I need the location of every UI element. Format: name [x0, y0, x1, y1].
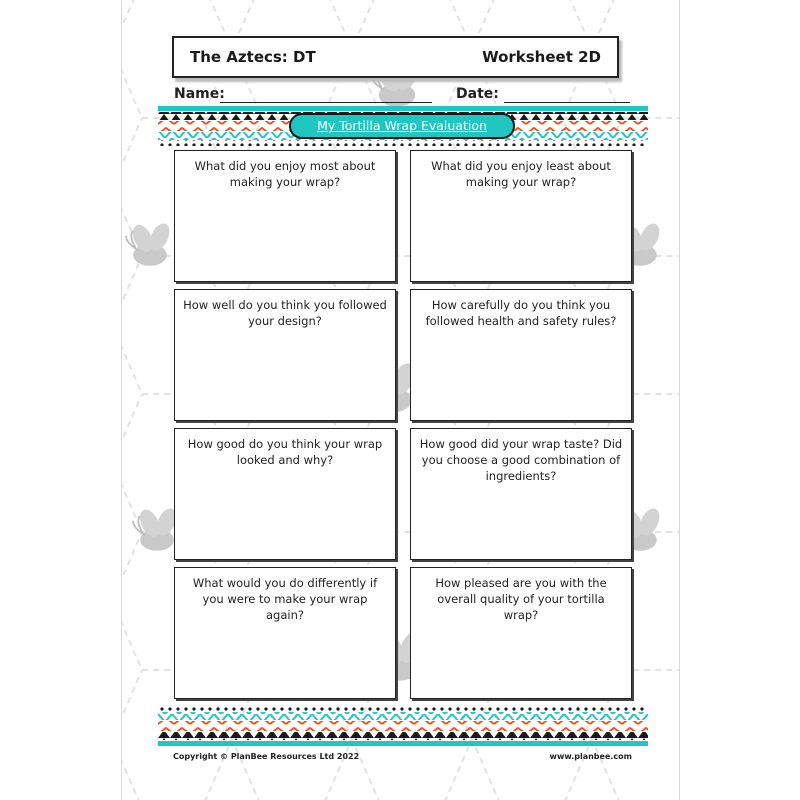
aztec-border-bottom [158, 706, 648, 746]
question-text: What did you enjoy most about making your wrap? [194, 159, 376, 189]
question-text: How pleased are you with the overall quality of your tortilla wrap? [435, 576, 607, 622]
name-field[interactable] [220, 102, 432, 103]
date-label: Date: [456, 86, 499, 102]
worksheet-number: Worksheet 2D [482, 48, 601, 66]
question-text: How well do you think you followed your design? [183, 298, 387, 328]
evaluation-banner: My Tortilla Wrap Evaluation [289, 113, 515, 139]
header-box [172, 36, 619, 78]
question-box[interactable] [174, 428, 396, 560]
question-box[interactable] [174, 150, 396, 282]
question-box[interactable] [410, 428, 632, 560]
worksheet-page [121, 0, 680, 800]
question-box[interactable] [174, 567, 396, 699]
question-text: What did you enjoy least about making your wrap? [431, 159, 611, 189]
name-label: Name: [174, 86, 225, 102]
question-box[interactable] [410, 289, 632, 421]
question-text: How good did your wrap taste? Did you choose a good combination of ingredients? [419, 437, 623, 483]
question-text: How good do you think your wrap looked and why? [187, 437, 383, 467]
website-link[interactable]: www.planbee.com [549, 752, 632, 761]
worksheet-title: The Aztecs: DT [190, 48, 316, 66]
copyright-text: Copyright © PlanBee Resources Ltd 2022 [173, 752, 360, 761]
question-box[interactable] [174, 289, 396, 421]
date-field[interactable] [504, 102, 630, 103]
question-text: How carefully do you think you followed health and safety rules? [425, 298, 617, 328]
question-box[interactable] [410, 567, 632, 699]
name-date-row [174, 86, 634, 106]
question-text: What would you do differently if you were to make your wrap again? [192, 576, 378, 622]
question-box[interactable] [410, 150, 632, 282]
